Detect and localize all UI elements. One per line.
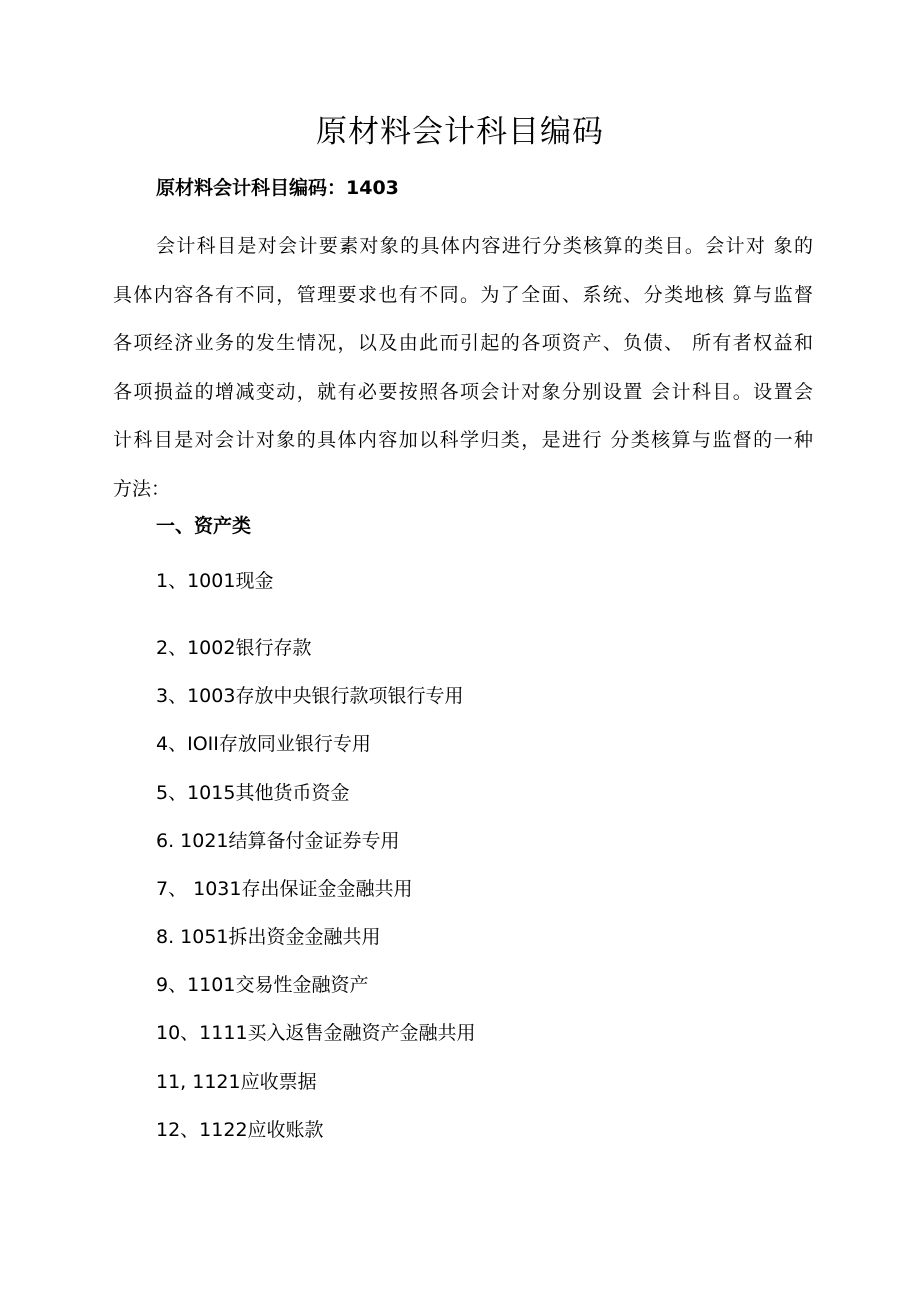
- intro-line: 具体内容各有不同，管理要求也有不同。为了全面、系统、分类地核 算与监督: [113, 283, 813, 306]
- list-item: 9、1101交易性金融资产: [156, 974, 369, 996]
- intro-line: 各项经济业务的发生情况，以及由此而引起的各项资产、负债、 所有者权益和: [113, 332, 813, 354]
- intro-line: 各项损益的增减变动，就有必要按照各项会计对象分别设置 会计科目。设置会: [113, 380, 813, 403]
- list-item: 12、1122应收账款: [156, 1119, 324, 1141]
- document-subtitle: 原材料会计科目编码：1403: [156, 177, 399, 199]
- list-item: 7、 1031存出保证金金融共用: [156, 878, 413, 900]
- list-item: 8. 1051拆出资金金融共用: [156, 926, 381, 948]
- document-title: 原材料会计科目编码: [316, 114, 604, 150]
- list-item: 4、IOII存放同业银行专用: [156, 733, 371, 755]
- intro-line: 计科目是对会计对象的具体内容加以科学归类，是进行 分类核算与监督的一种: [113, 429, 813, 451]
- list-item: 1、1001现金: [156, 570, 274, 592]
- list-item: 3、1003存放中央银行款项银行专用: [156, 685, 464, 707]
- list-item: 10、1111买入返售金融资产金融共用: [156, 1022, 476, 1044]
- intro-line: 会计科目是对会计要素对象的具体内容进行分类核算的类目。会计对 象的: [156, 235, 813, 257]
- section-heading: 一、资产类: [156, 515, 252, 537]
- list-item: 2、1002银行存款: [156, 637, 312, 659]
- list-item: 5、1015其他货币资金: [156, 782, 350, 804]
- intro-paragraph: [113, 222, 813, 513]
- list-item: 6. 1021结算备付金证券专用: [156, 830, 400, 852]
- list-item: 11, 1121应收票据: [156, 1071, 317, 1093]
- intro-line: 方法：: [113, 477, 171, 500]
